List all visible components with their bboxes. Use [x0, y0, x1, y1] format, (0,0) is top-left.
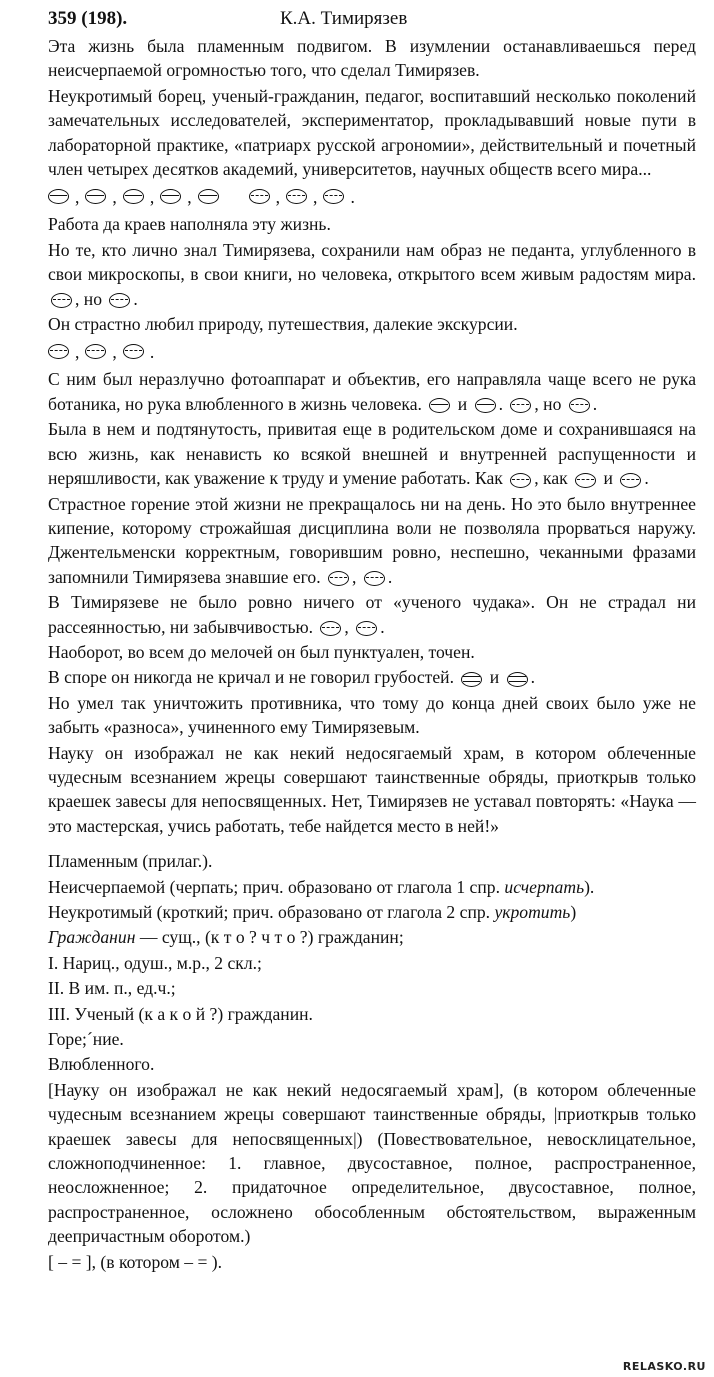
analysis-line-8: Горе;´ние.: [48, 1029, 124, 1050]
paragraph-8-text: Страстное горение этой жизни не прекращалось ни на день. Но это было внутреннее кипение, которому строжайшая дисциплина воли не позволяла прорваться наружу. Джентельменски корректным, говорившим ровно, неспешно, чеканными фразами запомнили Тимирязева знавшие его.: [48, 493, 696, 587]
attribute-oval-icon: [620, 473, 641, 488]
attribute-oval-icon: [364, 571, 385, 586]
paragraph-6-text: С ним был неразлучно фотоаппарат и объектив, его направляла чаще всего не рука ботаника, но рука влюбленного в жизнь человека.: [48, 369, 696, 414]
paragraph-10: Наоборот, во всем до мелочей он был пунктуален, точен.: [48, 641, 475, 662]
paragraph-6-conj-2: , но: [534, 393, 562, 414]
analysis-line-6: II. В им. п., ед.ч.;: [48, 978, 176, 999]
paragraph-3: Работа да краев наполняла эту жизнь.: [48, 214, 331, 235]
paragraph-7-conj-2: и: [603, 468, 613, 489]
paragraph-2: Неукротимый борец, ученый-гражданин, педагог, воспитавший несколько поколений замечательных исследователей, экспериментатор, прокладывавший новые пути в лабораторной практике, «патриарх русской агрономии», действительный и почетный член четырех десятков академий, университетов, научных обществ всего мира...: [48, 85, 696, 180]
analysis-line-2-text: Неисчерпаемой (черпать; прич. образовано от глагола 1 спр.: [48, 876, 500, 897]
member-scheme-row-2: , , .: [48, 338, 696, 365]
attribute-oval-icon: [510, 473, 531, 488]
paragraph-4-text: Но те, кто лично знал Тимирязева, сохранили нам образ не педанта, углубленного в свои микроскопы, в свои книги, но человека, открытого всем живым радостям мира.: [48, 239, 696, 285]
paragraph-6: С ним был неразлучно фотоаппарат и объектив, его направляла чаще всего не рука ботаника, но рука влюбленного в жизнь человека. и . , но .: [48, 369, 696, 414]
subject-oval-icon: [198, 189, 219, 204]
paragraph-11-conj: и: [489, 667, 500, 688]
exercise-text: [48, 34, 696, 1275]
analysis-line-7: III. Ученый (к а к о й ?) гражданин.: [48, 1003, 313, 1024]
paragraph-9-text: В Тимирязеве не было ровно ничего от «ученого чудака». Он не страдал ни рассеянностью, ни забывчивостью.: [48, 592, 696, 637]
attribute-oval-icon: [109, 293, 130, 308]
paragraph-9: В Тимирязеве не было ровно ничего от «ученого чудака». Он не страдал ни рассеянностью, ни забывчивостью. , .: [48, 592, 696, 637]
attribute-oval-icon: [249, 189, 270, 204]
paragraph-13: Науку он изображал не как некий недосягаемый храм, в котором облеченные чудесным всезнанием жрецы совершают таинственные обряды, приоткрыв только краешек завесы для непосвященных. Нет, Тимирязев не уставал повторять: «Наука — это мастерская, учись работать, тебе найдется место в ней!»: [48, 742, 696, 836]
paragraph-5: Он страстно любил природу, путешествия, далекие экскурсии.: [48, 314, 518, 335]
attribute-oval-icon: [328, 571, 349, 586]
watermark: RELASKO.RU: [622, 1360, 706, 1373]
analysis-line-5: I. Нариц., одуш., м.р., 2 скл.;: [48, 952, 262, 973]
attribute-oval-icon: [48, 344, 69, 359]
attribute-oval-icon: [123, 344, 144, 359]
subject-oval-icon: [85, 189, 106, 204]
analysis-line-4-word: Гражданин: [48, 927, 136, 948]
paragraph-7-text: Была в нем и подтянутость, привитая еще в родительском доме и сохранившаяся на всю жизнь, как ненависть ко всякой внешней и внутренней распущенности и неряшливости, как уважение к труду и умение работать. Как: [48, 419, 696, 489]
analysis-line-2-end: ).: [584, 876, 595, 897]
paragraph-7: Была в нем и подтянутость, привитая еще в родительском доме и сохранившаяся на всю жизнь, как ненависть ко всякой внешней и внутренней распущенности и неряшливости, как уважение к труду и умение работать. Как , как и .: [48, 419, 696, 489]
paragraph-11: В споре он никогда не кричал и не говорил грубостей. и .: [48, 667, 536, 688]
exercise-number: 359 (198).: [48, 8, 128, 29]
exercise-header: [48, 8, 688, 34]
paragraph-7-conj-1: , как: [534, 468, 568, 489]
analysis-line-3-text: Неукротимый (кроткий; прич. образовано от глагола 2 спр.: [48, 902, 491, 922]
attribute-oval-icon: [85, 344, 106, 359]
analysis-line-2-verb: исчерпать: [504, 876, 585, 897]
analysis-line-4: [48, 925, 696, 949]
analysis-line-10: [Науку он изображал не как некий недосягаемый храм], (в котором облеченные чудесным всезнанием жрецы совершают таинственные обряды, |приоткрыв только краешек завесы для непосвященных|) (Повествовательное, невосклицательное, сложноподчиненное: 1. главное, двусоставное, полное, распространенное, неосложненное; 2. придаточное определительное, двусоставное, полное, распространенное, осложнено обособленным обстоятельством, выраженным деепричастным оборотом.): [48, 1079, 696, 1247]
paragraph-1: Эта жизнь была пламенным подвигом. В изумлении останавливаешься перед неисчерпаемой огромностью того, что сделал Тимирязев.: [48, 36, 696, 81]
attribute-oval-icon: [356, 621, 377, 636]
paragraph-8: Страстное горение этой жизни не прекращалось ни на день. Но это было внутреннее кипение, которому строжайшая дисциплина воли не позволяла прорваться наружу. Джентельменски корректным, говорившим ровно, неспешно, чеканными фразами запомнили Тимирязева знавшие его. , .: [48, 493, 696, 587]
subject-oval-icon: [429, 398, 450, 413]
attribute-oval-icon: [286, 189, 307, 204]
subject-oval-icon: [160, 189, 181, 204]
paragraph-11-text: В споре он никогда не кричал и не говорил грубостей.: [48, 667, 454, 688]
analysis-line-3: [48, 900, 696, 924]
analysis-line-4-text: — сущ., (к т о ? ч т о ?) гражданин;: [135, 927, 404, 948]
paragraph-4-conj: , но: [75, 288, 103, 309]
subject-oval-icon: [123, 189, 144, 204]
analysis-line-3-verb: укротить: [494, 902, 571, 922]
attribute-oval-icon: [569, 398, 590, 413]
attribute-oval-icon: [575, 473, 596, 488]
subject-oval-icon: [48, 189, 69, 204]
member-scheme-row-1: , , , , , , .: [48, 183, 696, 210]
analysis-line-9: Влюбленного.: [48, 1054, 155, 1075]
attribute-oval-icon: [320, 621, 341, 636]
attribute-oval-icon: [323, 189, 344, 204]
analysis-line-1: Пламенным (прилаг.).: [48, 851, 213, 872]
paragraph-4: Но те, кто лично знал Тимирязева, сохранили нам образ не педанта, углубленного в свои микроскопы, в свои книги, но человека, открытого всем живым радостям мира. , но .: [48, 239, 696, 309]
exercise-title: К.А. Тимирязев: [280, 8, 408, 29]
analysis-line-2: [48, 875, 696, 899]
analysis-block: [48, 849, 696, 1274]
subject-oval-icon: [475, 398, 496, 413]
attribute-oval-icon: [510, 398, 531, 413]
predicate-oval-icon: [461, 672, 482, 687]
paragraph-12: Но умел так уничтожить противника, что тому до конца дней своих было уже не забыть «разноса», учиненного ему Тимирязевым.: [48, 692, 696, 738]
analysis-line-11: [ – = ], (в котором – = ).: [48, 1251, 223, 1272]
paragraph-6-conj-1: и: [457, 393, 468, 414]
predicate-oval-icon: [507, 672, 528, 687]
attribute-oval-icon: [51, 293, 72, 308]
analysis-line-3-end: ): [570, 902, 577, 922]
